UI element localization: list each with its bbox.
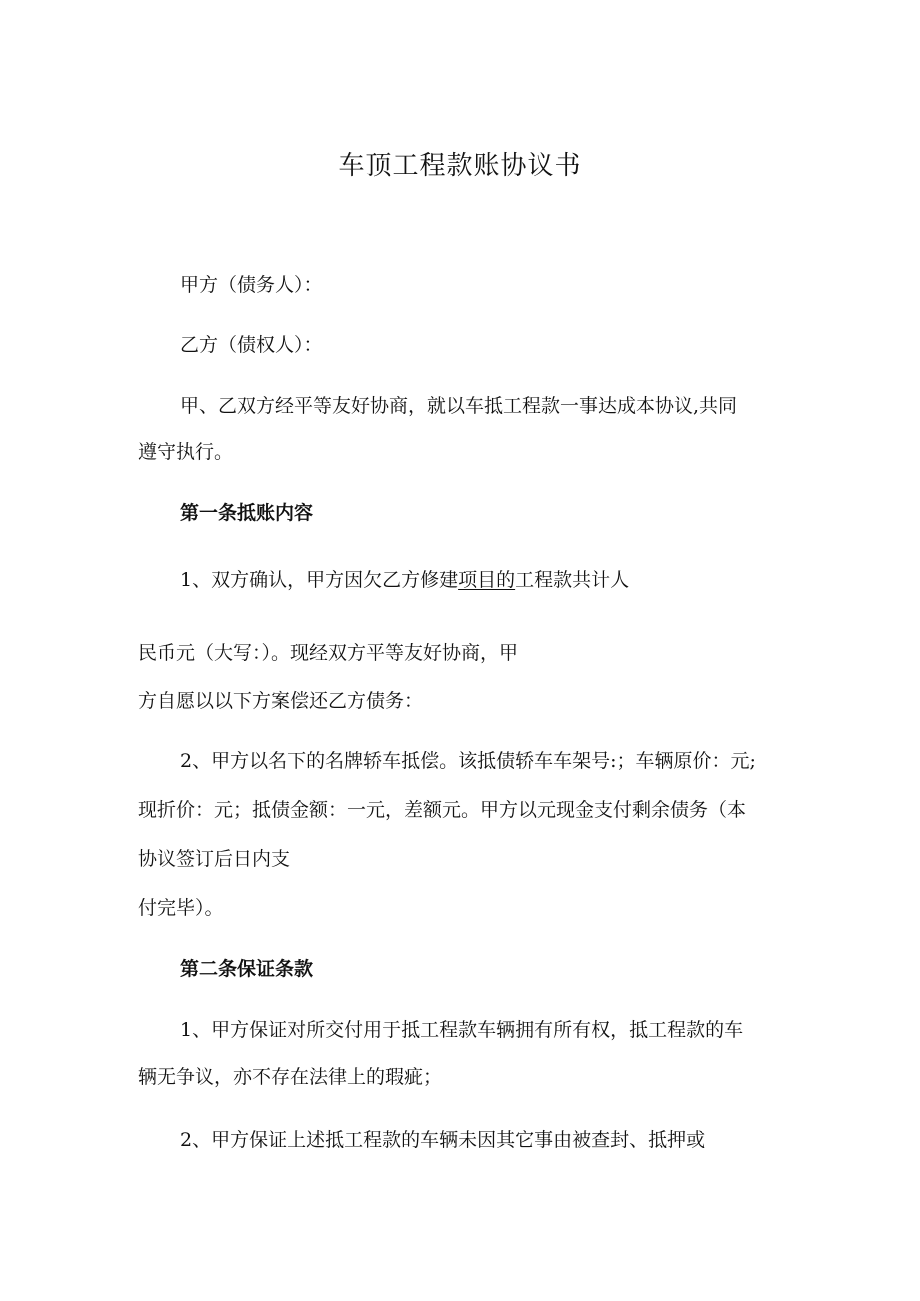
article-1-item-1-line-3: 方自愿以以下方案偿还乙方债务：: [138, 690, 424, 712]
project-name-underline: 项目的: [458, 569, 516, 591]
intro-paragraph-line-1: 甲、乙双方经平等友好协商，就以车抵工程款一事达成本协议,共同: [180, 395, 738, 417]
article-1-item-2-line-2: 现折价：元；抵债金额：一元，差额元。甲方以元现金支付剩余债务（本: [138, 799, 747, 821]
article-1-item-2-line-3: 协议签订后日内支: [138, 848, 291, 870]
article-1-item-1-line-1: [180, 565, 629, 595]
party-a-line: 甲方（债务人）：: [180, 274, 323, 296]
article-2-item-1-line-1: 1、甲方保证对所交付用于抵工程款车辆拥有所有权，抵工程款的车: [180, 1019, 744, 1041]
article-2-item-2-line-1: 2、甲方保证上述抵工程款的车辆未因其它事由被查封、抵押或: [180, 1129, 706, 1151]
article-1-heading: 第一条抵账内容: [180, 502, 314, 524]
article-1-item-1-text-a: 1、双方确认，甲方因欠乙方修建: [180, 569, 459, 591]
article-1-item-1-text-b: 工程款共计人: [515, 569, 630, 591]
intro-paragraph-line-2: 遵守执行。: [138, 441, 234, 463]
article-1-item-2-line-4: 付完毕）。: [138, 897, 224, 919]
article-2-heading: 第二条保证条款: [180, 958, 314, 980]
article-1-item-2-line-1: 2、甲方以名下的名牌轿车抵偿。该抵债轿车车架号:；车辆原价：元;: [180, 750, 756, 772]
party-b-line: 乙方（债权人）：: [180, 334, 323, 356]
document-title: 车顶工程款账协议书: [338, 151, 582, 181]
article-1-item-1-line-2: 民币元（大写：）。现经双方平等友好协商，甲: [138, 642, 519, 664]
article-2-item-1-line-2: 辆无争议，亦不存在法律上的瑕疵；: [138, 1066, 443, 1088]
